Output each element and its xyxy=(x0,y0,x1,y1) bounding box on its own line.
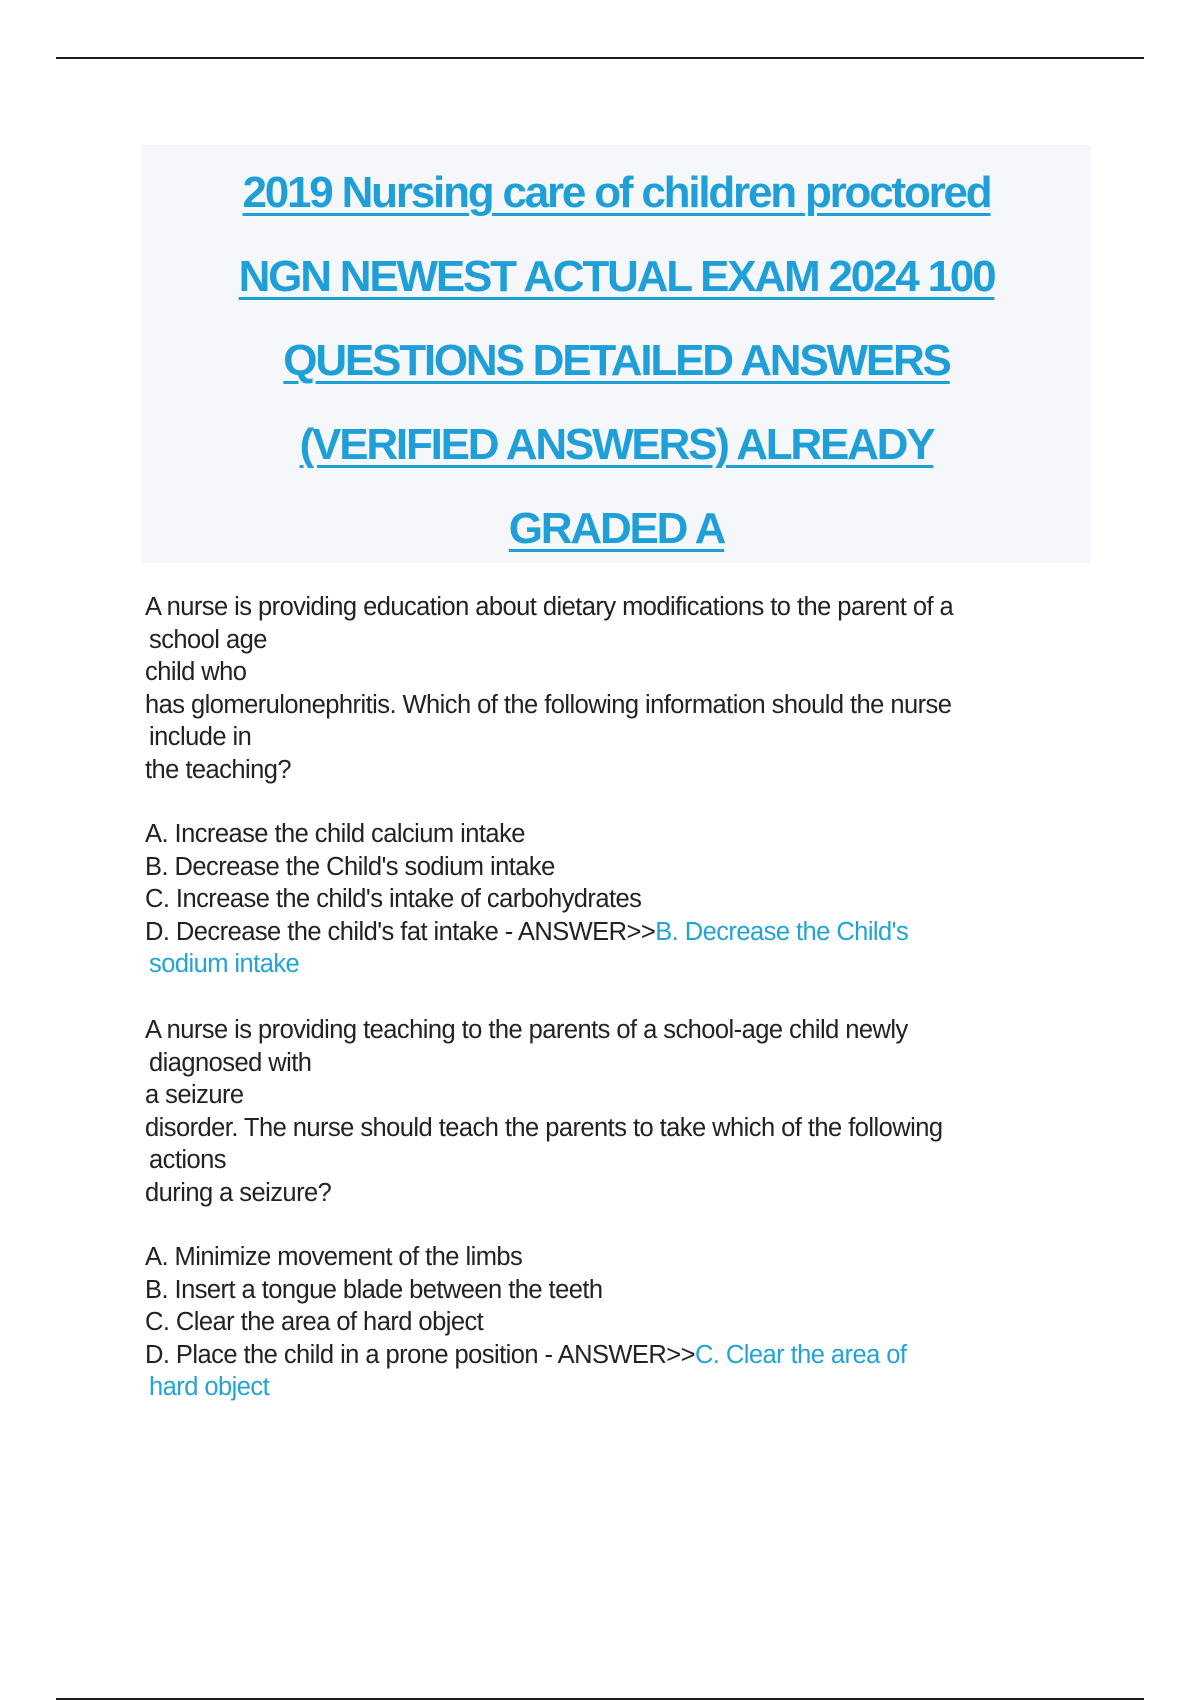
question-2-stem-line: during a seizure? xyxy=(145,1178,332,1207)
question-2-answer: C. Clear the area of xyxy=(694,1340,907,1369)
question-1-option-a: A. Increase the child calcium intake xyxy=(145,820,525,848)
question-2-answer-cont: hard object xyxy=(149,1373,270,1401)
title-line-4: (VERIFIED ANSWERS) ALREADY xyxy=(299,420,934,469)
question-1-answer-cont: sodium intake xyxy=(149,950,300,978)
question-2-option-b: B. Insert a tongue blade between the teeth xyxy=(145,1275,603,1304)
question-1 xyxy=(145,591,1095,981)
question-2-stem-line: disorder. The nurse should teach the parents to take which of the following xyxy=(145,1113,943,1142)
question-1-option-c: C. Increase the child's intake of carbohydrates xyxy=(145,885,642,913)
question-2 xyxy=(145,1014,1095,1404)
question-1-stem-line: the teaching? xyxy=(145,755,291,784)
question-2-stem-line: actions xyxy=(149,1146,226,1174)
document-title xyxy=(142,145,1091,563)
question-2-stem-line: diagnosed with xyxy=(149,1048,312,1077)
title-line-3: QUESTIONS DETAILED ANSWERS xyxy=(283,336,950,385)
question-1-stem-line: include in xyxy=(149,723,252,751)
title-line-1: 2019 Nursing care of children proctored xyxy=(242,168,991,217)
question-1-stem-line: school age xyxy=(149,625,267,654)
question-2-stem-line: a seizure xyxy=(145,1081,244,1109)
question-2-stem-line: A nurse is providing teaching to the parents of a school-age child newly xyxy=(145,1016,908,1044)
question-1-stem-line: has glomerulonephritis. Which of the following information should the nurse xyxy=(145,690,952,719)
question-2-option-d xyxy=(145,1339,1095,1372)
title-line-5: GRADED A xyxy=(508,504,725,553)
header-rule xyxy=(56,57,1144,59)
question-1-answer: B. Decrease the Child's xyxy=(655,917,909,946)
question-2-option-a: A. Minimize movement of the limbs xyxy=(145,1243,523,1271)
question-1-stem-line: A nurse is providing education about dietary modifications to the parent of a xyxy=(145,593,954,621)
question-1-option-d xyxy=(145,916,1095,949)
question-2-option-c: C. Clear the area of hard object xyxy=(145,1308,484,1336)
question-2-option-d-text: D. Place the child in a prone position - ANSWER>> xyxy=(145,1340,695,1369)
question-1-option-b: B. Decrease the Child's sodium intake xyxy=(145,852,555,881)
question-1-option-d-text: D. Decrease the child's fat intake - ANSWER>> xyxy=(145,917,656,946)
title-line-2: NGN NEWEST ACTUAL EXAM 2024 100 xyxy=(238,252,995,301)
question-1-stem-line: child who xyxy=(145,658,247,686)
